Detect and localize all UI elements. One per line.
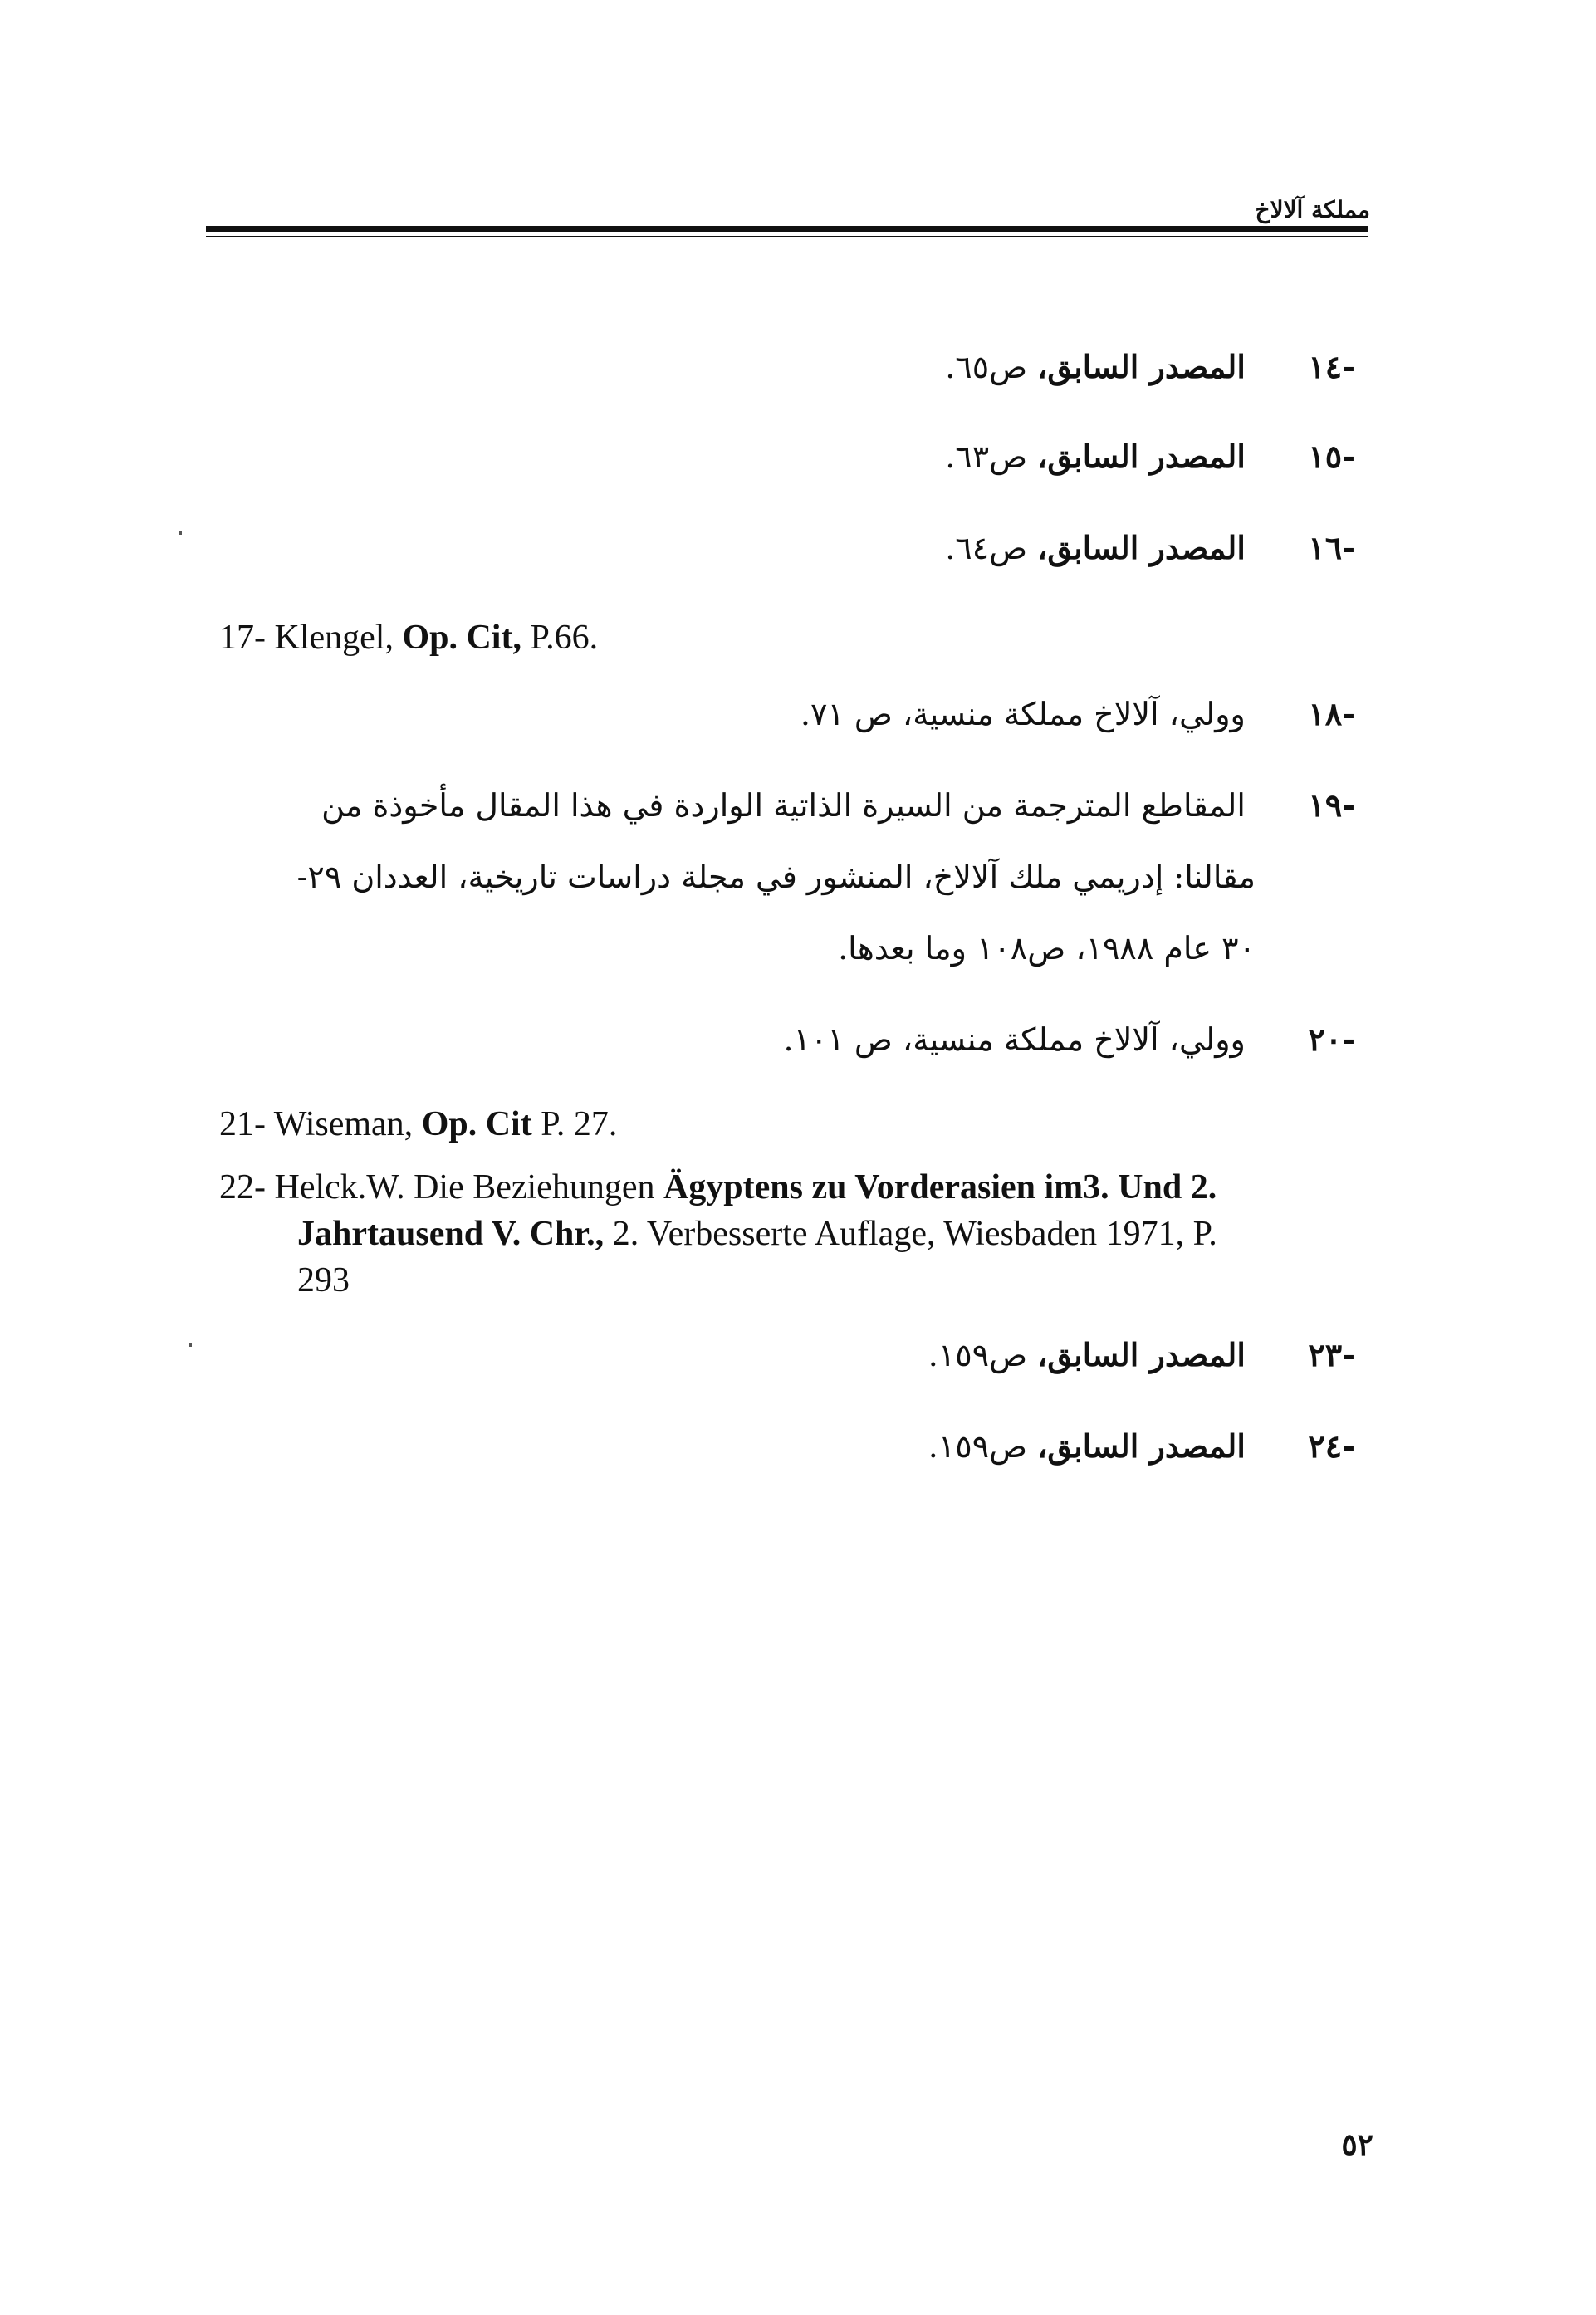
footnote-source: المصدر السابق، [1037,529,1246,566]
footnote-op-cit: Op. Cit, [402,619,521,657]
footnote-number: -١٩ [1308,786,1355,824]
footnote-source: المصدر السابق، [1037,1336,1246,1373]
footnote-page: P.66. [530,619,599,657]
scan-speck [179,531,182,535]
footnote-number: -١٥ [1308,438,1355,475]
page-number: ٥٢ [1341,2127,1373,2162]
footnote-19 [209,781,1355,973]
footnote-page: ص١٥٩. [928,1337,1028,1373]
footnote-text-2: 2. Verbesserte Auflage, Wiesbaden 1971, P. [612,1215,1217,1253]
footnote-text: وولي، آلالاخ مملكة منسية، ص ١٠١. [783,1021,1246,1058]
footnote-14 [945,342,1355,392]
footnote-page: ص١٥٩. [928,1428,1028,1465]
footnote-text: وولي، آلالاخ مملكة منسية، ص ٧١. [800,696,1246,732]
footnote-source: المصدر السابق، [1037,348,1246,385]
footnote-author: Wiseman, [273,1105,414,1143]
footnote-15 [945,432,1355,482]
footnote-line-3: ٣٠ عام ١٩٨٨، ص١٠٨ وما بعدها. [838,930,1256,967]
footnote-21 [219,1101,617,1148]
footnote-text-1: Die Beziehungen [414,1168,655,1206]
footnote-source: المصدر السابق، [1037,438,1246,475]
footnote-number: -٢٠ [1308,1020,1355,1058]
header-rule [206,226,1368,232]
footnote-title-2: Jahrtausend V. Chr., [297,1215,605,1253]
footnote-number: -١٦ [1308,529,1355,566]
footnote-number: -٢٤ [1308,1427,1355,1465]
footnote-18 [800,689,1355,739]
footnote-17 [219,614,598,661]
footnote-number: -٢٣ [1308,1336,1355,1373]
scan-speck [189,1343,192,1347]
footnote-author: Klengel, [274,619,394,657]
footnote-text-1: المقاطع المترجمة من السيرة الذاتية الواردة في هذا المقال مأخوذة من [321,787,1246,824]
footnote-number: -١٤ [1308,348,1355,385]
footnote-line-2: مقالنا: إدريمي ملك آلالاخ، المنشور في مجلة دراسات تاريخية، العددان ٢٩- [296,859,1256,895]
footnote-22 [219,1164,1382,1304]
footnote-page: ص٦٤. [945,530,1028,566]
footnote-author: Helck.W. [274,1168,405,1206]
footnote-line-3: 293 [297,1261,350,1299]
footnote-23 [928,1330,1355,1380]
footnote-op-cit: Op. Cit [421,1105,532,1143]
footnote-number: 17- [219,619,266,657]
footnote-20 [784,1015,1356,1065]
footnote-24 [928,1422,1355,1471]
footnote-page: ص٦٣. [945,438,1028,475]
running-title: مملكة آلالاخ [1255,196,1370,223]
footnote-page: P. 27. [541,1105,618,1143]
footnote-number: 22- [219,1168,266,1206]
footnote-16 [945,523,1355,573]
header-rule-thin [206,236,1368,237]
footnote-source: المصدر السابق، [1037,1427,1246,1465]
footnote-page: ص٦٥. [945,349,1028,385]
footnote-number: -١٨ [1308,695,1355,732]
footnote-title-1: Ägyptens zu Vorderasien im3. Und 2. [663,1168,1217,1206]
footnote-line-1 [219,1164,1382,1211]
footnote-line-1 [209,781,1355,830]
footnote-line-2 [219,1211,1382,1257]
footnote-number: 21- [219,1105,266,1143]
